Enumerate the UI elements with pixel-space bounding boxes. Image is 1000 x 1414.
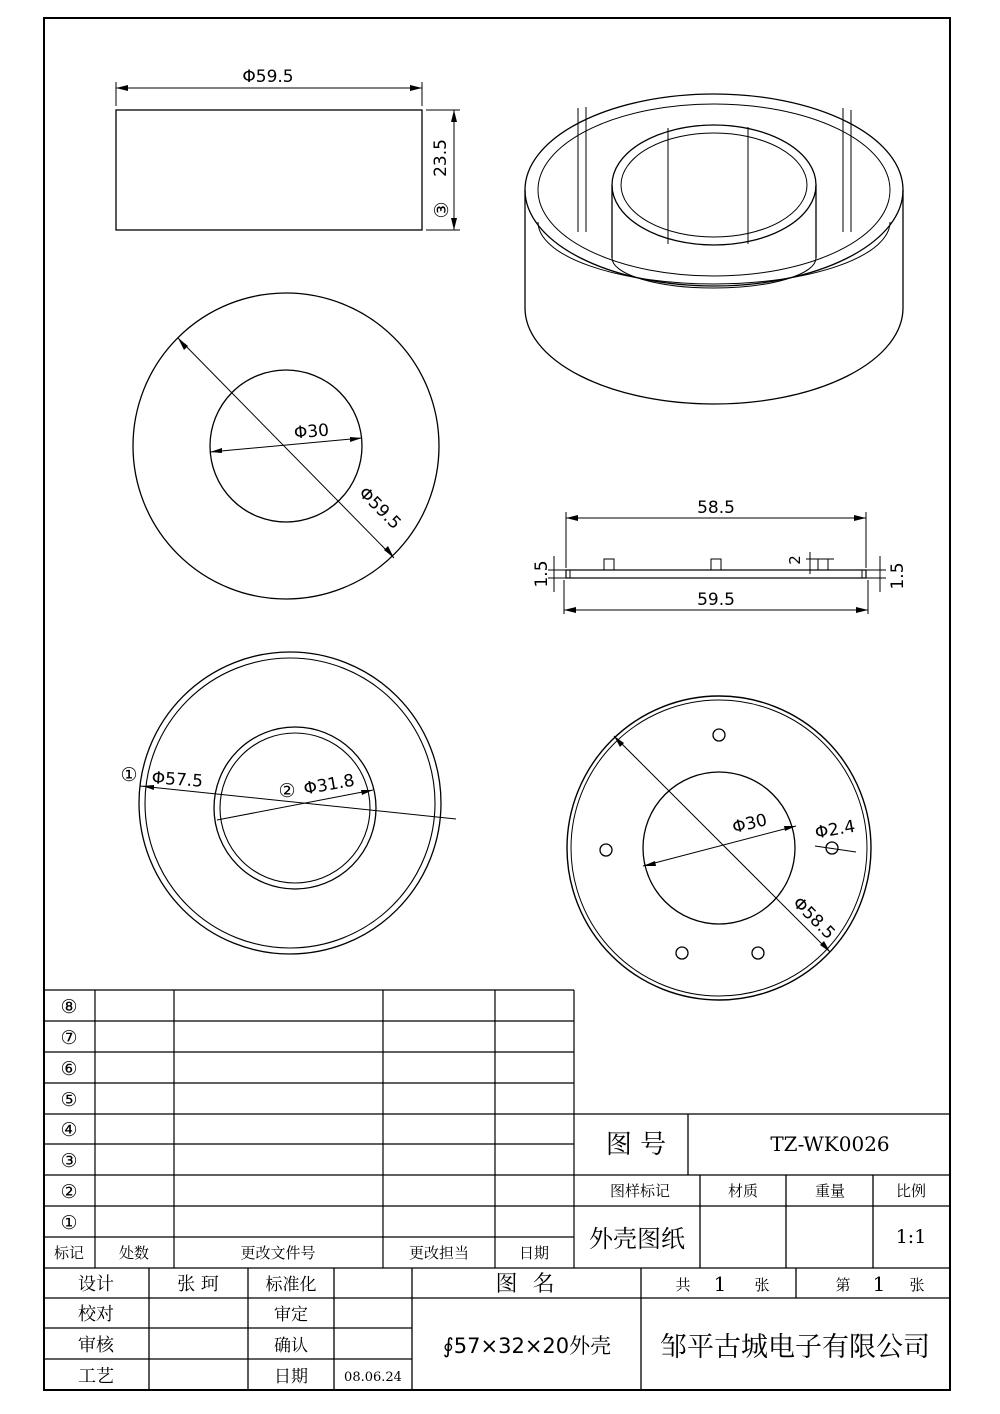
bottom-ring-outer-dia-label: Φ57.5 bbox=[151, 768, 204, 792]
drawing-name-label: 图 名 bbox=[495, 1272, 559, 1297]
confirm-label: 确认 bbox=[274, 1336, 308, 1356]
rev-header-mark: 标记 bbox=[53, 1244, 85, 1262]
lid-top-inner-circle bbox=[643, 772, 795, 924]
approve-label: 审定 bbox=[274, 1305, 308, 1325]
scale-label: 比例 bbox=[895, 1182, 927, 1200]
lid-top-length-label: 58.5 bbox=[697, 498, 735, 518]
rev-number: ① bbox=[60, 1212, 78, 1234]
top-ring-outer-dia-label: Φ59.5 bbox=[354, 483, 405, 534]
bottom-ring-inner-item-number: ② bbox=[278, 780, 296, 802]
drawing-number-label: 图 号 bbox=[605, 1130, 667, 1160]
top-ring-inner-circle bbox=[210, 370, 362, 522]
lid-bottom-length-label: 59.5 bbox=[697, 590, 735, 610]
side-height-item-number: ③ bbox=[431, 201, 453, 219]
top-ring-inner-dia-label: Φ30 bbox=[293, 420, 330, 444]
designer-name: 张 珂 bbox=[177, 1274, 219, 1295]
lid-plate bbox=[566, 570, 866, 578]
bottom-ring-inner-dia-label: Φ31.8 bbox=[302, 770, 357, 800]
top-ring-view bbox=[133, 293, 439, 599]
bottom-ring-outer-item-number: ① bbox=[120, 764, 138, 786]
weight-label: 重量 bbox=[814, 1182, 846, 1200]
drawing-number: TZ-WK0026 bbox=[770, 1132, 890, 1156]
lid-pin-height-label: 2 bbox=[786, 555, 804, 565]
sheet-no-label: 第 bbox=[835, 1276, 851, 1294]
rev-number: ⑤ bbox=[60, 1089, 78, 1111]
rev-header-owner: 更改担当 bbox=[408, 1244, 470, 1262]
bottom-ring-outer-circle bbox=[139, 652, 441, 954]
review-label: 审核 bbox=[78, 1335, 114, 1356]
sheets-total-label: 共 bbox=[675, 1276, 691, 1294]
outer-rim-ellipse bbox=[525, 94, 903, 286]
rev-number: ③ bbox=[60, 1150, 78, 1172]
lid-top-inner-dia-label: Φ30 bbox=[730, 810, 770, 839]
side-view-outline bbox=[116, 110, 422, 230]
lid-left-thickness-label: 1.5 bbox=[532, 560, 552, 588]
side-view bbox=[116, 67, 460, 230]
design-label: 设计 bbox=[78, 1274, 114, 1295]
rev-number: ④ bbox=[60, 1119, 78, 1141]
process-label: 工艺 bbox=[78, 1366, 114, 1387]
rev-header-doc: 更改文件号 bbox=[240, 1244, 316, 1262]
rev-number: ⑥ bbox=[60, 1058, 78, 1080]
lid-right-thickness-label: 1.5 bbox=[888, 562, 908, 590]
lid-top-view bbox=[567, 696, 871, 1000]
rev-header-count: 处数 bbox=[118, 1244, 150, 1262]
standard-label: 标准化 bbox=[265, 1275, 317, 1295]
lid-pin-2 bbox=[711, 559, 721, 570]
rev-number: ② bbox=[60, 1181, 78, 1203]
check-label: 校对 bbox=[78, 1304, 114, 1325]
lid-hole-dia-label: Φ2.4 bbox=[813, 816, 857, 844]
revision-headers bbox=[54, 1244, 549, 1262]
revision-table bbox=[44, 990, 574, 1268]
rev-number: ⑦ bbox=[60, 1027, 78, 1049]
rev-header-date: 日期 bbox=[518, 1244, 550, 1262]
date-label: 日期 bbox=[274, 1367, 308, 1387]
rev-number: ⑧ bbox=[60, 996, 78, 1018]
date-value: 08.06.24 bbox=[344, 1370, 402, 1385]
isometric-view bbox=[525, 94, 903, 404]
side-width-label: Φ59.5 bbox=[242, 67, 294, 87]
bottom-ring-view bbox=[120, 652, 456, 954]
sheets-total: 1 bbox=[713, 1272, 727, 1296]
company-name: 邹平古城电子有限公司 bbox=[660, 1332, 930, 1363]
part-name: ∮57×32×20外壳 bbox=[442, 1334, 612, 1358]
revision-numbers bbox=[60, 996, 77, 1234]
lid-hole-5 bbox=[752, 947, 764, 959]
sheets-total-unit: 张 bbox=[754, 1276, 770, 1294]
lid-hole-2 bbox=[600, 844, 612, 856]
sample-mark-value: 外壳图纸 bbox=[589, 1225, 685, 1253]
inner-tube-ellipse bbox=[612, 125, 816, 245]
sheet-no: 1 bbox=[872, 1272, 886, 1296]
sheet-no-unit: 张 bbox=[909, 1276, 925, 1294]
material-label: 材质 bbox=[727, 1182, 759, 1200]
lid-hole-1 bbox=[713, 729, 725, 741]
lid-pin-1 bbox=[604, 559, 614, 570]
side-height-label: 23.5 bbox=[431, 139, 451, 177]
lid-pin-3 bbox=[818, 559, 828, 570]
lid-top-outer-dia-label: Φ58.5 bbox=[788, 893, 839, 944]
sample-mark-label: 图样标记 bbox=[609, 1182, 671, 1200]
lid-hole-4 bbox=[676, 947, 688, 959]
scale-value: 1:1 bbox=[895, 1226, 927, 1248]
lid-side-view bbox=[532, 498, 908, 614]
